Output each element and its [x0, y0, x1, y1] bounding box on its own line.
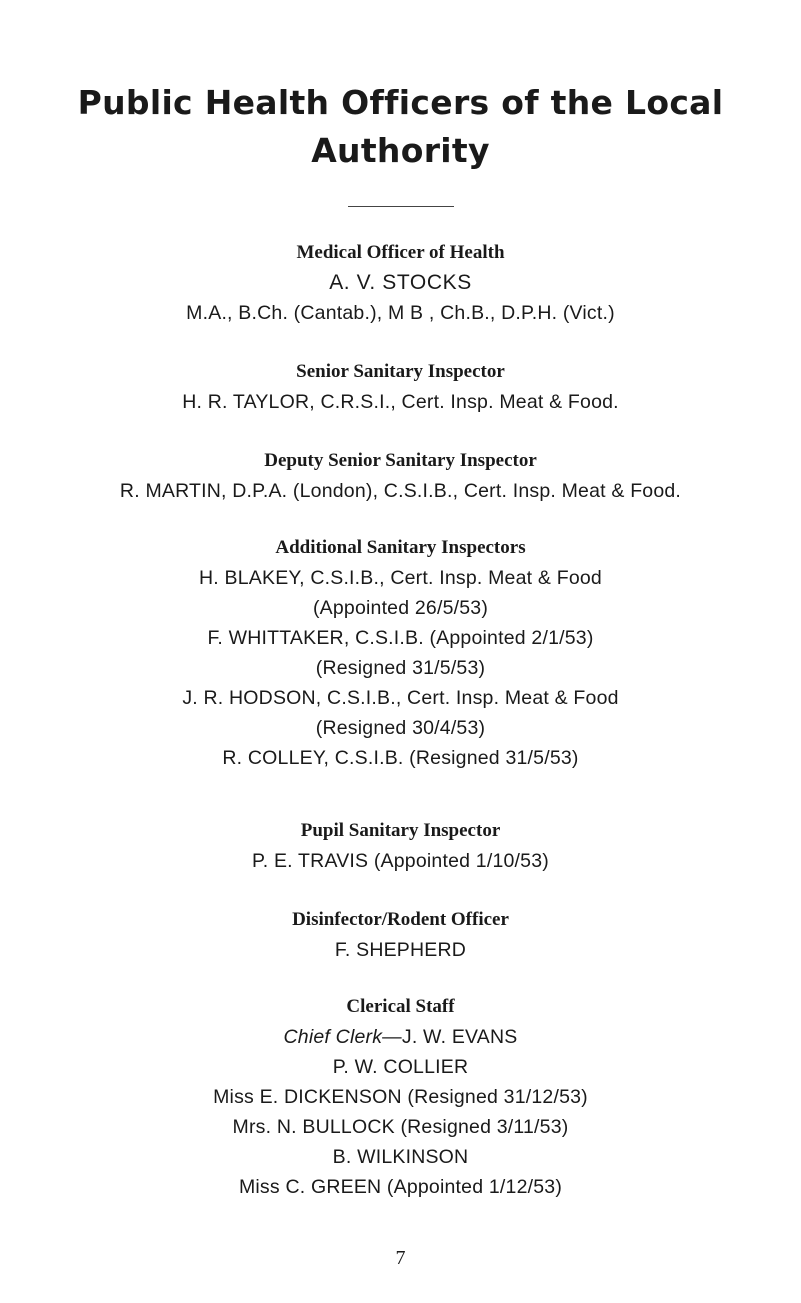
officer-line: F. SHEPHERD	[334, 939, 467, 961]
section-heading: Pupil Sanitary Inspector	[300, 820, 501, 841]
page-title-line-2: Authority	[311, 131, 490, 170]
section-additional-inspectors	[0, 533, 801, 773]
list-item: R. COLLEY, C.S.I.B. (Resigned 31/5/53)	[222, 747, 579, 769]
list-item: (Resigned 30/4/53)	[315, 717, 486, 739]
page-number: 7	[395, 1247, 406, 1269]
chief-clerk-label: Chief Clerk	[283, 1026, 383, 1048]
title-divider	[348, 206, 454, 207]
section-clerical-staff	[0, 992, 801, 1202]
list-item: (Resigned 31/5/53)	[315, 657, 486, 679]
officer-line: R. MARTIN, D.P.A. (London), C.S.I.B., Cert. Insp. Meat & Food.	[119, 480, 682, 502]
list-item: B. WILKINSON	[332, 1146, 469, 1168]
officer-name: A. V. STOCKS	[329, 271, 472, 294]
chief-clerk-line	[0, 1022, 801, 1052]
page-title-line-1: Public Health Officers of the Local	[77, 83, 724, 122]
section-pupil-inspector	[0, 816, 801, 876]
section-heading: Clerical Staff	[346, 996, 455, 1017]
section-senior-inspector	[0, 357, 801, 417]
section-deputy-inspector	[0, 446, 801, 506]
list-item: J. R. HODSON, C.S.I.B., Cert. Insp. Meat & Food	[182, 687, 619, 709]
section-disinfector	[0, 905, 801, 965]
list-item: H. BLAKEY, C.S.I.B., Cert. Insp. Meat & Food	[199, 567, 602, 589]
list-item: Miss C. GREEN (Appointed 1/12/53)	[238, 1176, 563, 1198]
list-item: Mrs. N. BULLOCK (Resigned 3/11/53)	[232, 1116, 569, 1138]
section-heading: Deputy Senior Sanitary Inspector	[264, 450, 537, 471]
chief-clerk-name: —J. W. EVANS	[382, 1026, 518, 1048]
list-item: F. WHITTAKER, C.S.I.B. (Appointed 2/1/53)	[207, 627, 594, 649]
section-heading: Disinfector/Rodent Officer	[292, 909, 509, 930]
section-heading: Senior Sanitary Inspector	[296, 361, 505, 382]
section-heading: Medical Officer of Health	[296, 242, 505, 263]
officer-line: H. R. TAYLOR, C.R.S.I., Cert. Insp. Meat & Food.	[182, 391, 619, 413]
section-heading: Additional Sanitary Inspectors	[275, 537, 526, 558]
list-item: P. W. COLLIER	[332, 1056, 469, 1078]
list-item: (Appointed 26/5/53)	[312, 597, 489, 619]
list-item: Miss E. DICKENSON (Resigned 31/12/53)	[213, 1086, 588, 1108]
section-medical-officer	[0, 238, 801, 328]
officer-qualifications: M.A., B.Ch. (Cantab.), M B , Ch.B., D.P.H. (Vict.)	[186, 302, 615, 324]
officer-line: P. E. TRAVIS (Appointed 1/10/53)	[252, 850, 549, 872]
